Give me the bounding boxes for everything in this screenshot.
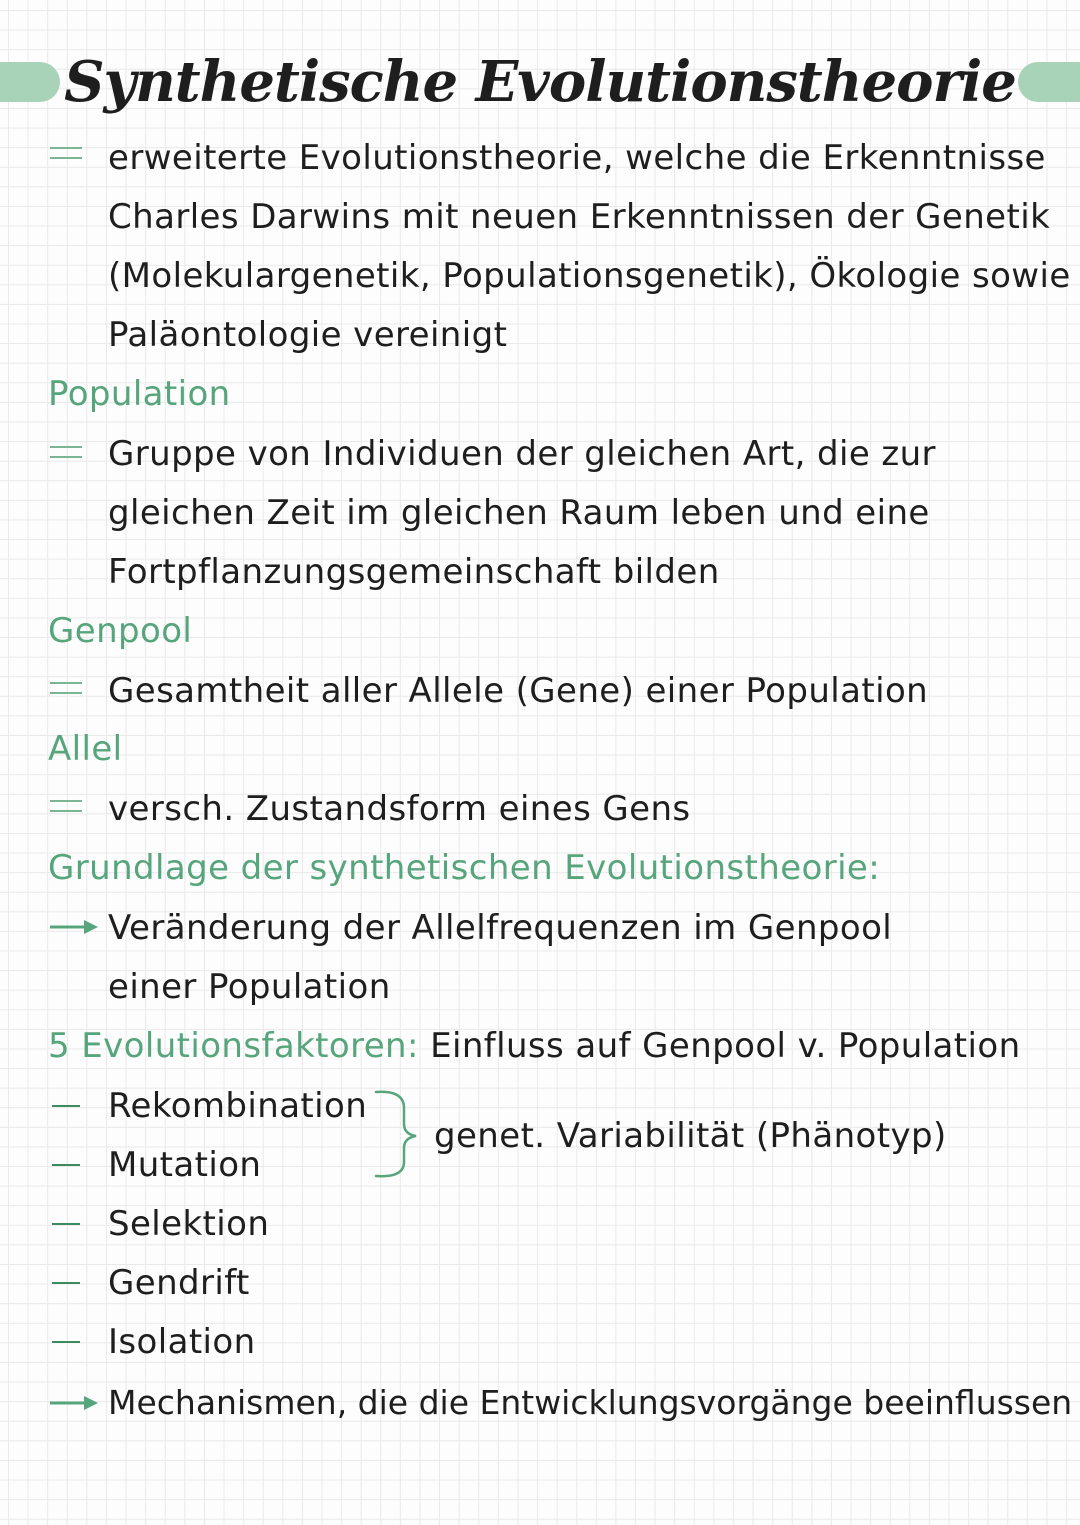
genpool-definition: Gesamtheit aller Allele (Gene) einer Population — [108, 671, 929, 711]
term-genpool: Genpool — [48, 611, 193, 651]
dash-icon — [52, 1341, 80, 1343]
intro-line: erweiterte Evolutionstheorie, welche die Erkenntnisse — [108, 138, 1046, 178]
faktor-item: Selektion — [108, 1204, 270, 1244]
population-definition-line: Fortpflanzungsgemeinschaft bilden — [108, 552, 720, 592]
curly-brace-icon — [374, 1088, 424, 1180]
arrow-right-icon — [50, 1393, 100, 1413]
faktoren-heading: 5 Evolutionsfaktoren: — [48, 1026, 419, 1066]
allel-definition: versch. Zustandsform eines Gens — [108, 789, 691, 829]
term-population: Population — [48, 374, 231, 414]
faktoren-description: Einfluss auf Genpool v. Population — [430, 1026, 1021, 1066]
term-allel: Allel — [48, 729, 123, 769]
faktor-item: Mutation — [108, 1145, 262, 1185]
dash-icon — [52, 1282, 80, 1284]
dash-icon — [52, 1105, 80, 1107]
equals-icon — [50, 682, 82, 694]
intro-line: (Molekulargenetik, Populationsgenetik), Ökologie sowie — [108, 256, 1071, 296]
faktoren-heading-line — [48, 1026, 1021, 1066]
faktor-item: Gendrift — [108, 1263, 250, 1303]
faktor-item: Isolation — [108, 1322, 256, 1362]
grundlage-line: einer Population — [108, 967, 391, 1007]
population-definition-line: Gruppe von Individuen der gleichen Art, die zur — [108, 434, 936, 474]
faktor-item: Rekombination — [108, 1086, 368, 1126]
arrow-right-icon — [50, 917, 100, 937]
equals-icon — [50, 800, 82, 812]
faktoren-conclusion: Mechanismen, die die Entwicklungsvorgänge beeinflussen — [108, 1383, 1073, 1422]
dash-icon — [52, 1164, 80, 1166]
page-title: Synthetische Evolutionstheorie — [64, 49, 1016, 115]
equals-icon — [50, 446, 82, 458]
equals-icon — [50, 147, 82, 159]
intro-line: Paläontologie vereinigt — [108, 315, 508, 355]
bracket-note: genet. Variabilität (Phänotyp) — [434, 1116, 947, 1156]
intro-line: Charles Darwins mit neuen Erkenntnissen der Genetik — [108, 197, 1051, 237]
grundlage-line: Veränderung der Allelfrequenzen im Genpool — [108, 908, 893, 948]
population-definition-line: gleichen Zeit im gleichen Raum leben und eine — [108, 493, 930, 533]
dash-icon — [52, 1223, 80, 1225]
grundlage-heading: Grundlage der synthetischen Evolutionstheorie: — [48, 848, 881, 888]
